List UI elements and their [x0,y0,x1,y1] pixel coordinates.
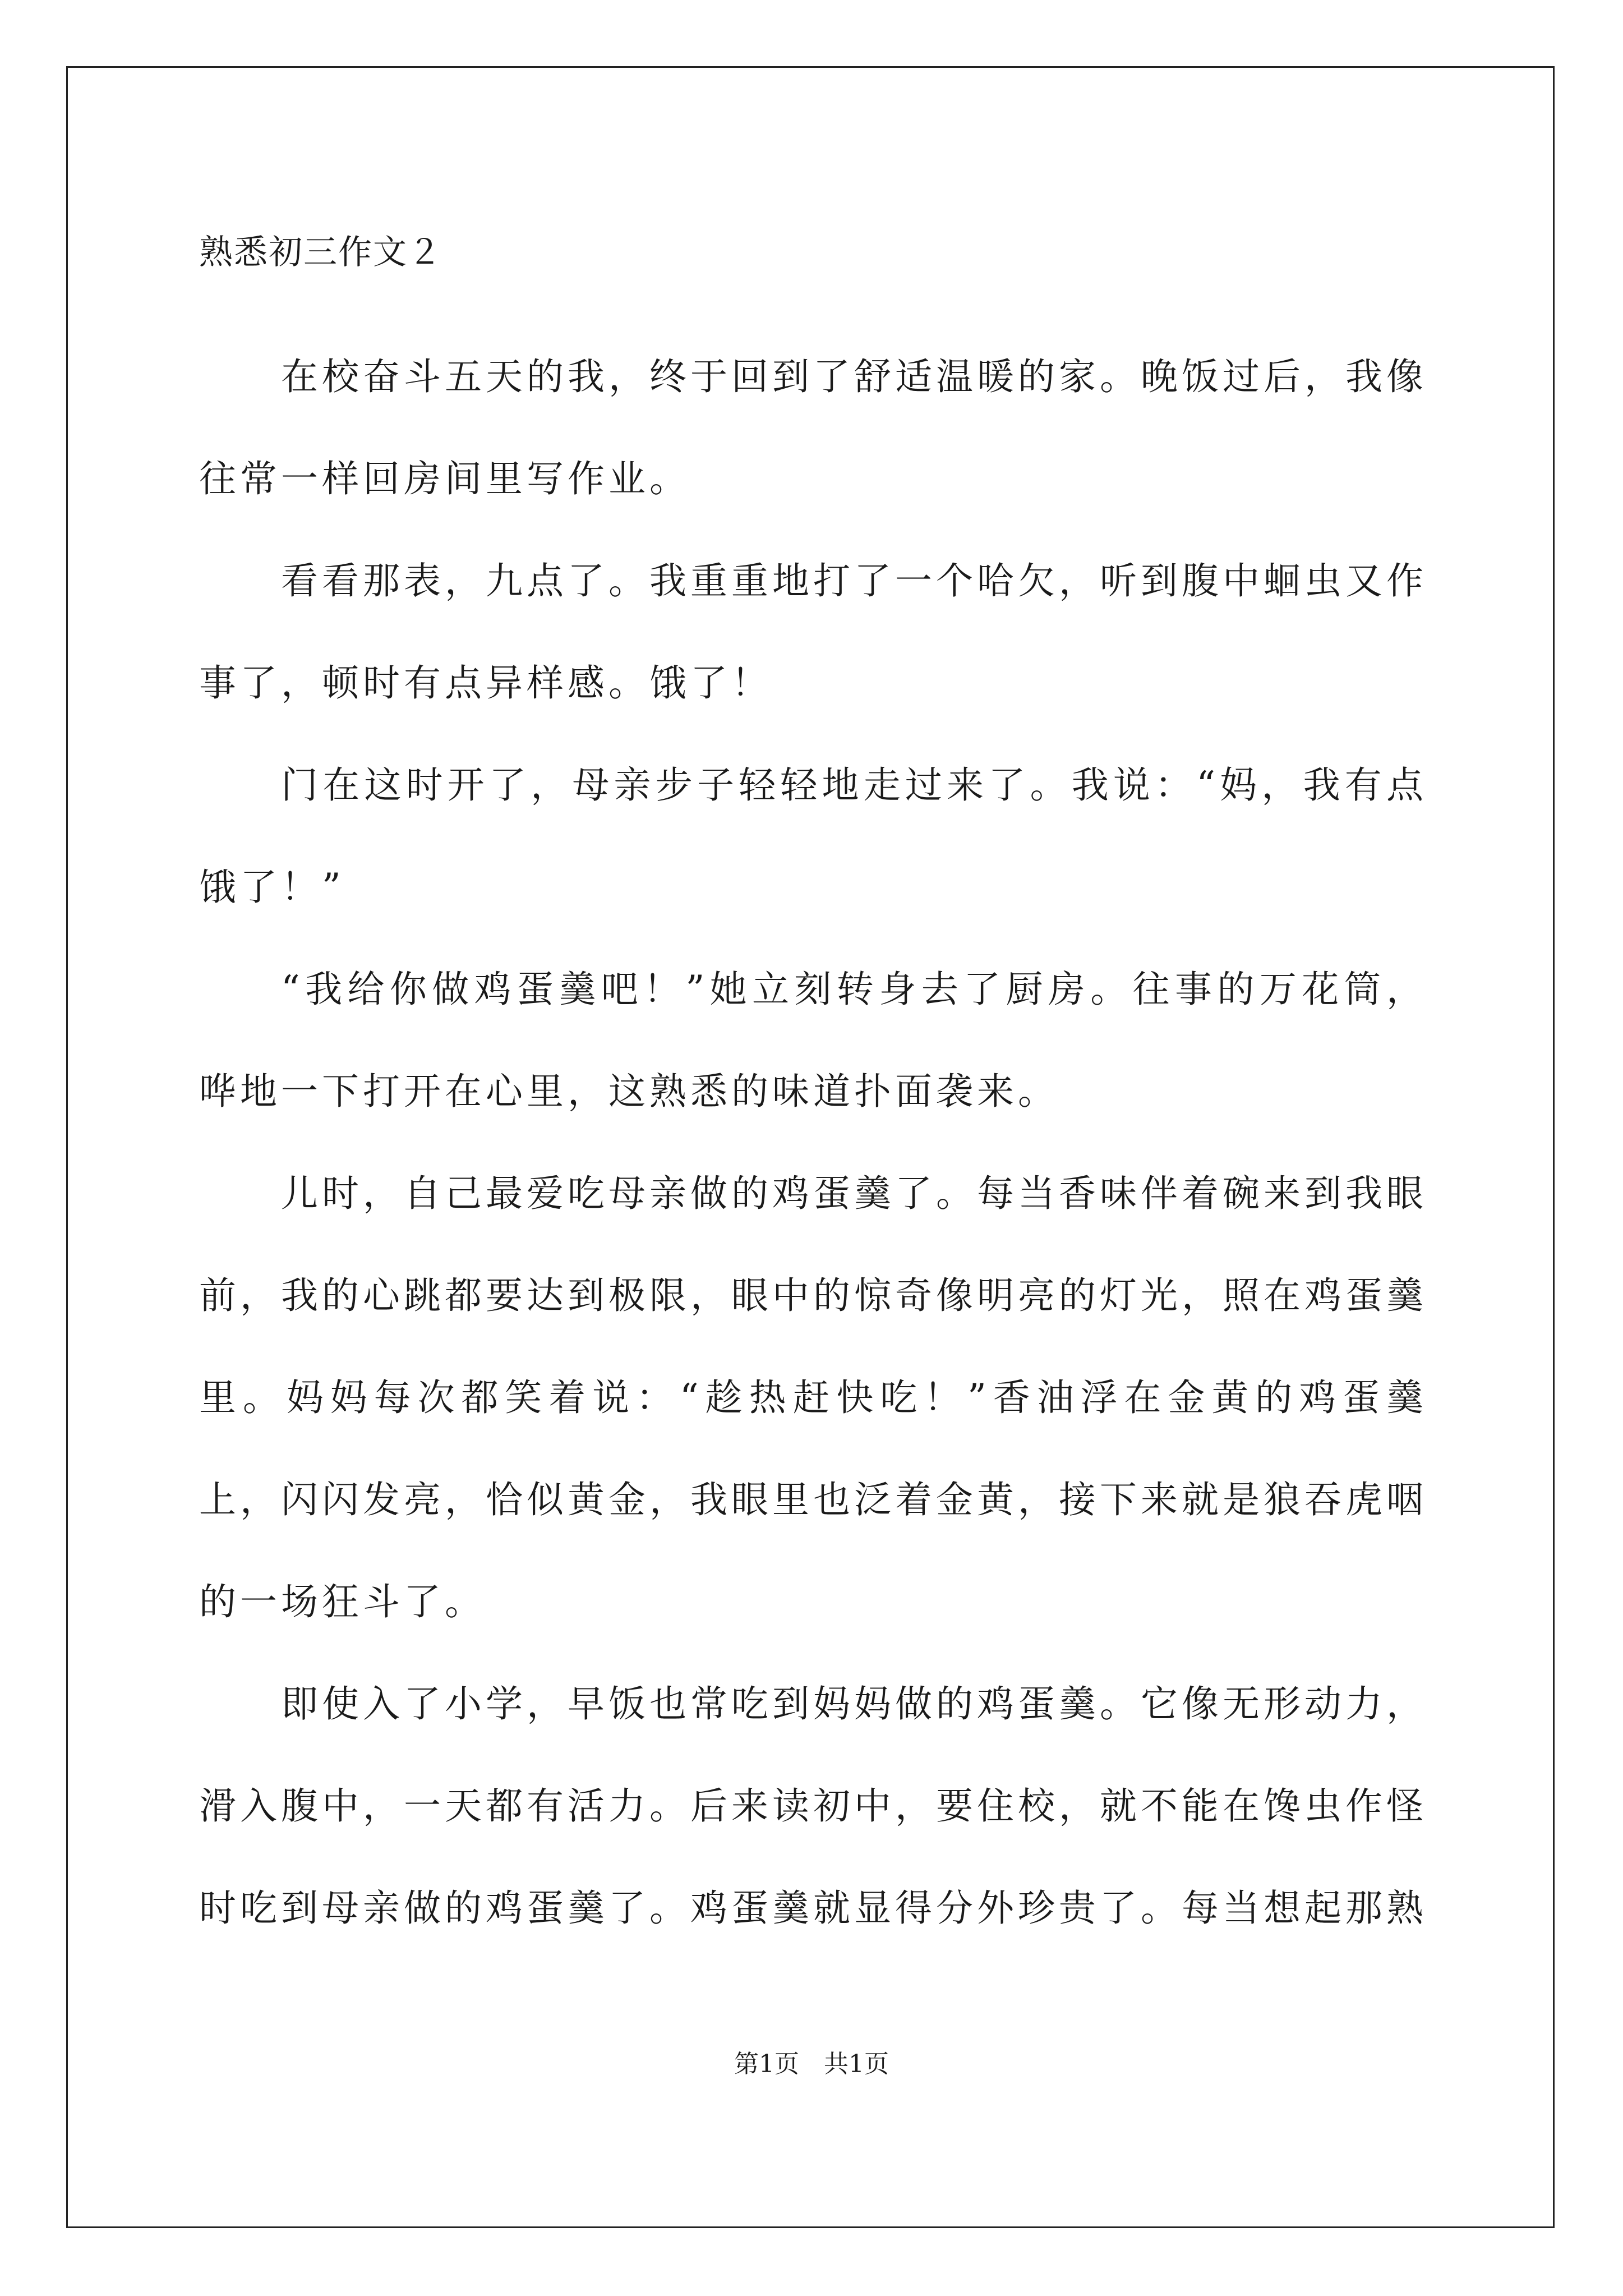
page-number-footer: 第1页 共1页 [734,2050,889,2078]
paragraph-5: 儿时，自己最爱吃母亲做的鸡蛋羹了。每当香味伴着碗来到我眼前，我的心跳都要达到极限，眼中的惊奇像明亮的灯光，照在鸡蛋羹里。妈妈每次都笑着说：“趁热赶快吃！”香油浮在金黄的鸡蛋羹上，闪闪发亮，恰似黄金，我眼里也泛着金黄，接下来就是狼吞虎咽的一场狂斗了。 [199,1172,1427,1623]
paragraph-3: 门在这时开了，母亲步子轻轻地走过来了。我说：“妈，我有点饿了！” [199,763,1427,909]
paragraph-1: 在校奋斗五天的我，终于回到了舒适温暖的家。晚饭过后，我像往常一样回房间里写作业。 [199,355,1427,500]
paragraph-2: 看看那表，九点了。我重重地打了一个哈欠，听到腹中蛔虫又作事了，顿时有点异样感。饿了！ [199,559,1427,705]
document-title: 熟悉初三作文２ [199,233,442,272]
paragraph-4: “我给你做鸡蛋羹吧！”她立刻转身去了厨房。往事的万花筒，哗地一下打开在心里，这熟悉的味道扑面袭来。 [199,968,1427,1113]
document-body [199,224,1427,1959]
paragraph-6: 即使入了小学，早饭也常吃到妈妈做的鸡蛋羹。它像无形动力，滑入腹中，一天都有活力。后来读初中，要住校，就不能在馋虫作怪时吃到母亲做的鸡蛋羹了。鸡蛋羹就显得分外珍贵了。每当想起那熟 [199,1682,1427,1930]
